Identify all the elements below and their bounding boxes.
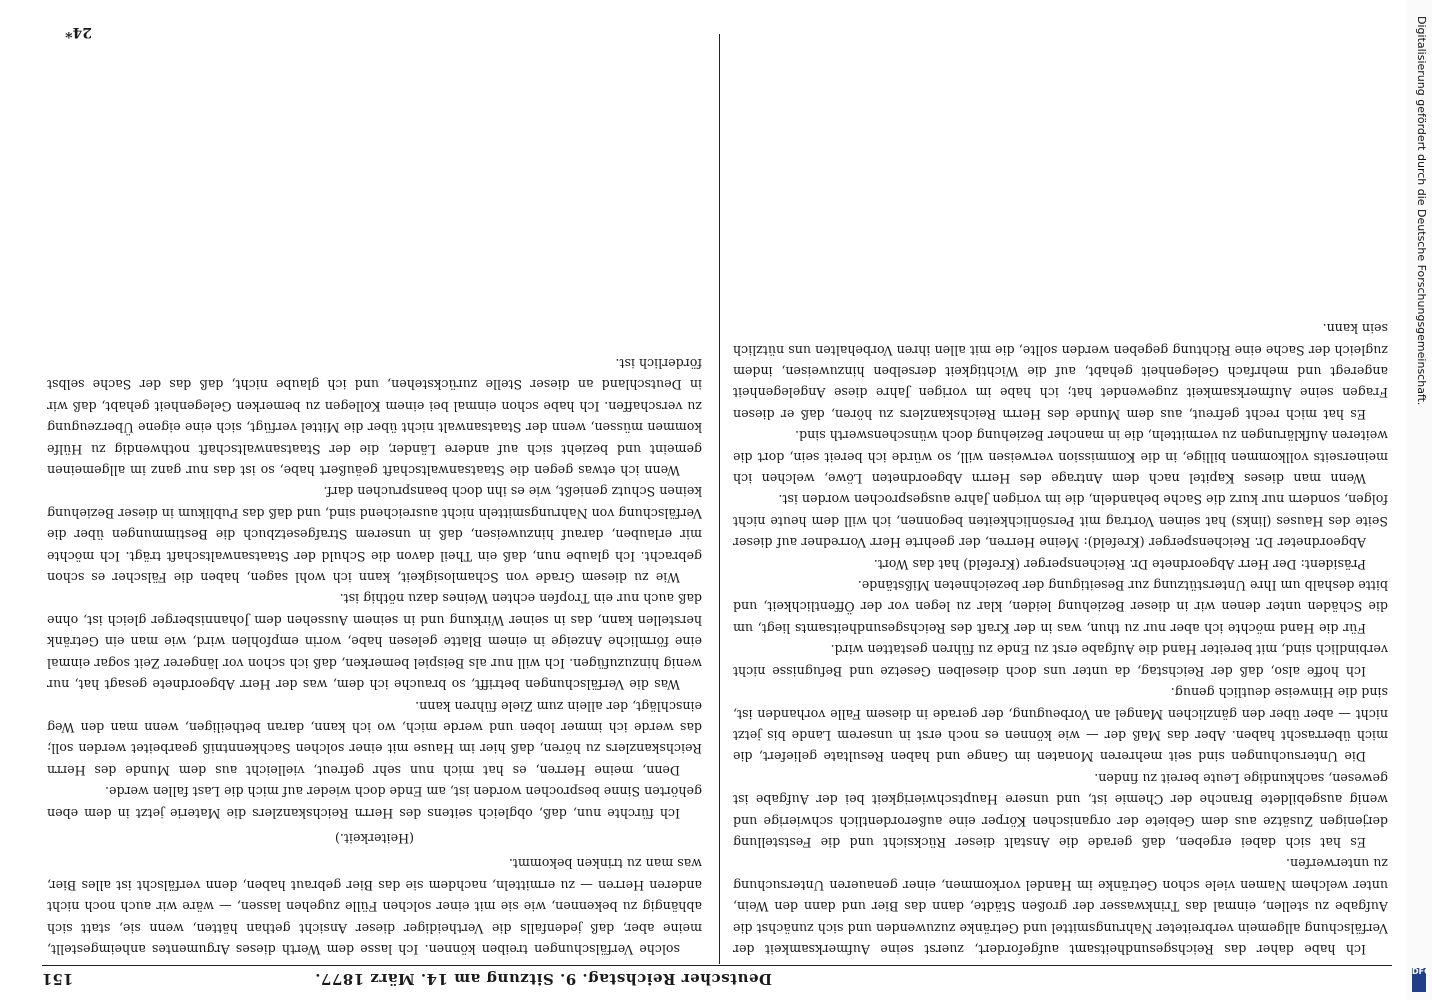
paragraph: Für die Hand möchte ich aber nur zu thun, was in der Kraft des Reichsgesundheitsamts liegt, um die Schäden unter denen wir in dieser Beziehung leiden, klar zu legen vor der Öffentlichkeit, und bitte deshalb um Ihre Unterstützung zur Beseitigung der bezeichneten Mißstände.	[733, 578, 1388, 636]
paragraph: Die Untersuchungen sind seit mehreren Monaten im Gange und haben Resultate geliefert, die mich überrascht haben. Aber das Maß der — wie können es noch erst in unserem Lande bis jetzt nicht — aber über den gänzlichen Mangel an Vorbeugung, der gerade in diesem Falle vorhanden ist, sind die Hinweise deutlich genug.	[733, 685, 1388, 765]
paragraph: Denn, meine Herren, es hat mich nun sehr gefreut, vielleicht aus dem Munde des Herrn Reichskanzlers zu hören, daß hier im Hause mit einer solchen Sachkenntniß gearbeitet werden soll; das werde ich immer loben und werde mich, wo ich kann, daran betheiligen, wenn man den Weg einschlägt, der allein zum Ziele führen kann.	[47, 698, 702, 778]
paragraph: Abgeordneter Dr. Reichensperger (Krefeld): Meine Herren, der geehrte Herr Vorredner auf dieser Seite des Hauses (links) hat seinen Vortrag mit Persönlichkeiten begonnen, ich will dem heute nicht folgen, sondern nur kurz die Sache behandeln, die im vorigen Jahre ausgesprochen worden ist.	[733, 492, 1388, 551]
paragraph: Ich habe daher das Reichsgesundheitsamt aufgefordert, zuerst seine Aufmerksamkeit der Verfälschung allgemein verbreiteter Nahrungsmittel und Getränke zuzuwenden und sich zunächst die Aufgabe zu stellen, einmal das Trinkwasser der großen Städte, dann das Bier und dann den Wein, unter welchem Namen viele schon Getränke im Handel vorkommen, einer genaueren Untersuchung zu unterwerfen.	[733, 856, 1388, 957]
paragraph: Präsident: Der Herr Abgeordnete Dr. Reichensperger (Krefeld) hat das Wort.	[873, 556, 1366, 572]
header-rule	[42, 965, 1392, 966]
paragraph: Was die Verfälschungen betrifft, so brauche ich dem, was der Herr Abgeordnete gesagt hat, nur wenig hinzuzufügen. Ich will nur als Beispiel bemerken, daß ich schon vor längerer Zeit sogar einmal eine förmliche Anzeige in einem Blatte gelesen habe, worin empfohlen wird, wie man ein Getränk herstellen kann, das in seiner Wirkung und in seinem Aussehen dem Johannisberger gleich ist, ohne daß auch nur ein Tropfen echten Weines dazu nöthig ist.	[47, 591, 702, 693]
running-title: Deutscher Reichstag. 9. Sitzung am 14. März 1877.	[314, 970, 772, 988]
stage-direction: (Heiterkeit.)	[335, 830, 414, 846]
sheet-signature: 24*	[65, 24, 92, 40]
paragraph: Ich hoffe also, daß der Reichstag, da unter uns doch dieselben Gesetze und Befugnisse nicht verbindlich sind, mit bereiter Hand die Aufgabe erst zu Ende zu führen gestatten wird.	[733, 642, 1388, 679]
dfg-logo-icon	[1412, 967, 1431, 992]
paragraph: solche Verfälschungen treiben können. Ich lasse dem Werth dieses Argumentes anheimgestellt, meine aber, daß jedenfalls die Vertheidiger dieser Ansicht gethan hätten, wenn sie, statt sich abhängig zu bekennen, wie sie mit einer solchen Fülle zugehen lassen, — wäre wir auch noch nicht anderen Herren — zu ermitteln, nachdem sie das Bier gebraut haben, denn verfälscht ist alles Bier, was man zu trinken bekommt.	[47, 856, 702, 957]
paragraph: Es hat mich recht gefreut, aus dem Munde des Herrn Reichskanzlers zu hören, daß er diesen Fragen seine Aufmerksamkeit zugewendet hat; ich habe im vorigen Jahre diese Angelegenheit angeregt und mehrfach Gelegenheit gehabt, auf die Wichtigkeit derselben hinzuweisen, indem zugleich der Sache eine Richtung gegeben werden sollte, die mit allen ihren Vorbehalten uns nützlich sein kann.	[733, 321, 1388, 422]
column-divider	[719, 34, 720, 964]
paragraph: Es hat sich dabei ergeben, daß gerade die Anstalt dieser Rücksicht und die Feststellung derjenigen Zusätze aus dem Gebiete der organischen Körper eine außerordentlich schwierige und wenig ausgebildete Branche der Chemie ist, und unsere Hauptschwierigkeit bei der Aufgabe ist gewesen, sachkundige Leute bereit zu finden.	[733, 770, 1388, 850]
page-header	[42, 966, 772, 992]
paragraph: Ich fürchte nun, daß, obgleich seitens des Herrn Reichskanzlers die Materie jetzt in dem eben gehörten Sinne besprochen worden ist, am Ende doch wieder auf mich die Last fallen werde.	[47, 784, 702, 821]
page-number: 151	[42, 970, 74, 988]
paragraph: Wenn ich etwas gegen die Staatsanwaltschaft geäußert habe, so ist das nur ganz im allgemeinen gemeint und bezieht sich auf andere Länder, die der Staatsanwaltschaft nothwendig zu Hülfe kommen müssen, wenn der Staatsanwalt nicht über die Mittel verfügt, sich eine eigene Überzeugung zu verschaffen. Ich habe schon einmal bei einem Kollegen zu bemerken Gelegenheit gehabt, daß wir in Deutschland an dieser Stelle zurückstehen, und ich glaube nicht, daß das der Sache selbst förderlich ist.	[47, 356, 702, 479]
digitization-credit: Digitalisierung gefördert durch die Deutsche Forschungsgemeinschaft.	[1415, 16, 1428, 406]
left-column	[733, 318, 1388, 960]
right-column	[47, 353, 702, 960]
paragraph: Wenn man dieses Kapitel nach dem Antrage des Herrn Abgeordneten Löwe, welchen ich meinerseits vollkommen billige, in die Kommission verweisen will, so würde ich bereit sein, dort die weiteren Aufklärungen zu vermitteln, die in mancher Beziehung doch wünschenswerth sind.	[733, 428, 1388, 487]
dfg-logo-text: DFG	[1412, 967, 1431, 976]
paragraph: Wie zu diesem Grade von Schamlosigkeit, kann ich wohl sagen, haben die Fälscher es schon gebracht. Ich glaube nun, daß ein Theil davon die Schuld der Staatsanwaltschaft trägt. Ich möchte mir erlauben, darauf hinzuweisen, daß in unserem Strafgesetzbuch die Bestimmungen über die Verfälschung von Nahrungsmitteln nicht ausreichend sind, und daß das Publikum in dieser Beziehung keinen Schutz genießt, wie es ihn doch beanspruchen darf.	[47, 484, 702, 586]
